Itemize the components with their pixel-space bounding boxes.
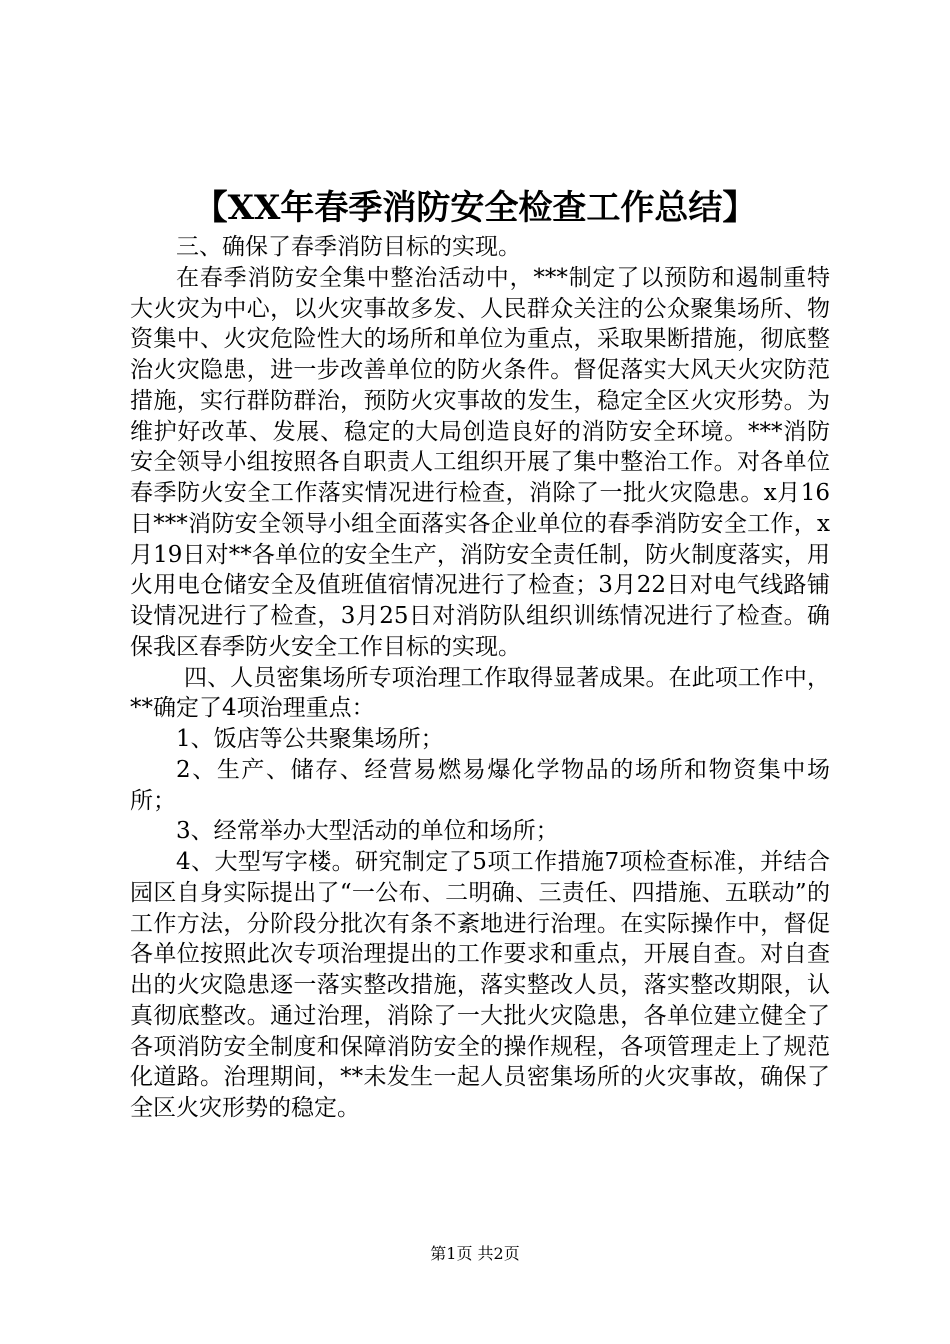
- document-body: [130, 232, 830, 1124]
- list-item-large-events: 3、经常举办大型活动的单位和场所；: [176, 818, 559, 845]
- list-item-hazardous-sites: 2、生产、储存、经营易燃易爆化学物品的场所和物资集中场所；: [130, 756, 830, 814]
- paragraph-section-three-heading: 三、确保了春季消防目标的实现。: [176, 234, 521, 260]
- page-indicator: 第1页 共2页: [430, 1244, 520, 1263]
- list-item-office-buildings: 4、大型写字楼。研究制定了5项工作措施7项检查标准，并结合园区自身实际提出了“一公布、二明确、三责任、四措施、五联动”的工作方法，分阶段分批次有条不紊地进行治理。在实际操作中，督促各单位按照此次专项治理提出的工作要求和重点，开展自查。对自查出的火灾隐患逐一落实整改措施，落实整改人员，落实整改期限，认真彻底整改。通过治理，消除了一大批火灾隐患，各单位建立健全了各项消防安全制度和保障消防安全的操作规程，各项管理走上了规范化道路。治理期间，**未发生一起人员密集场所的火灾事故，确保了全区火灾形势的稳定。: [130, 849, 830, 1121]
- document-title: 【XX年春季消防安全检查工作总结】: [193, 188, 757, 228]
- list-item-restaurants: 1、饭店等公共聚集场所；: [176, 726, 444, 752]
- paragraph-spring-campaign: 在春季消防安全集中整治活动中，***制定了以预防和遏制重特大火灾为中心，以火灾事故多发、人民群众关注的公众聚集场所、物资集中、火灾危险性大的场所和单位为重点，采取果断措施，彻底整治火灾隐患，进一步改善单位的防火条件。督促落实大风天火灾防范措施，实行群防群治，预防火灾事故的发生，稳定全区火灾形势。为维护好改革、发展、稳定的大局创造良好的消防安全环境。***消防安全领导小组按照各自职责人工组织开展了集中整治工作。对各单位春季防火安全工作落实情况进行检查，消除了一批火灾隐患。x月16日***消防安全领导小组全面落实各企业单位的春季消防安全工作，x月19日对**各单位的安全生产，消防安全责任制，防火制度落实，用火用电仓储安全及值班值宿情况进行了检查；3月22日对电气线路铺设情况进行了检查，3月25日对消防队组织训练情况进行了检查。确保我区春季防火安全工作目标的实现。: [130, 264, 830, 660]
- paragraph-section-four-heading: 四、人员密集场所专项治理工作取得显著成果。在此项工作中，**确定了4项治理重点：: [130, 664, 830, 722]
